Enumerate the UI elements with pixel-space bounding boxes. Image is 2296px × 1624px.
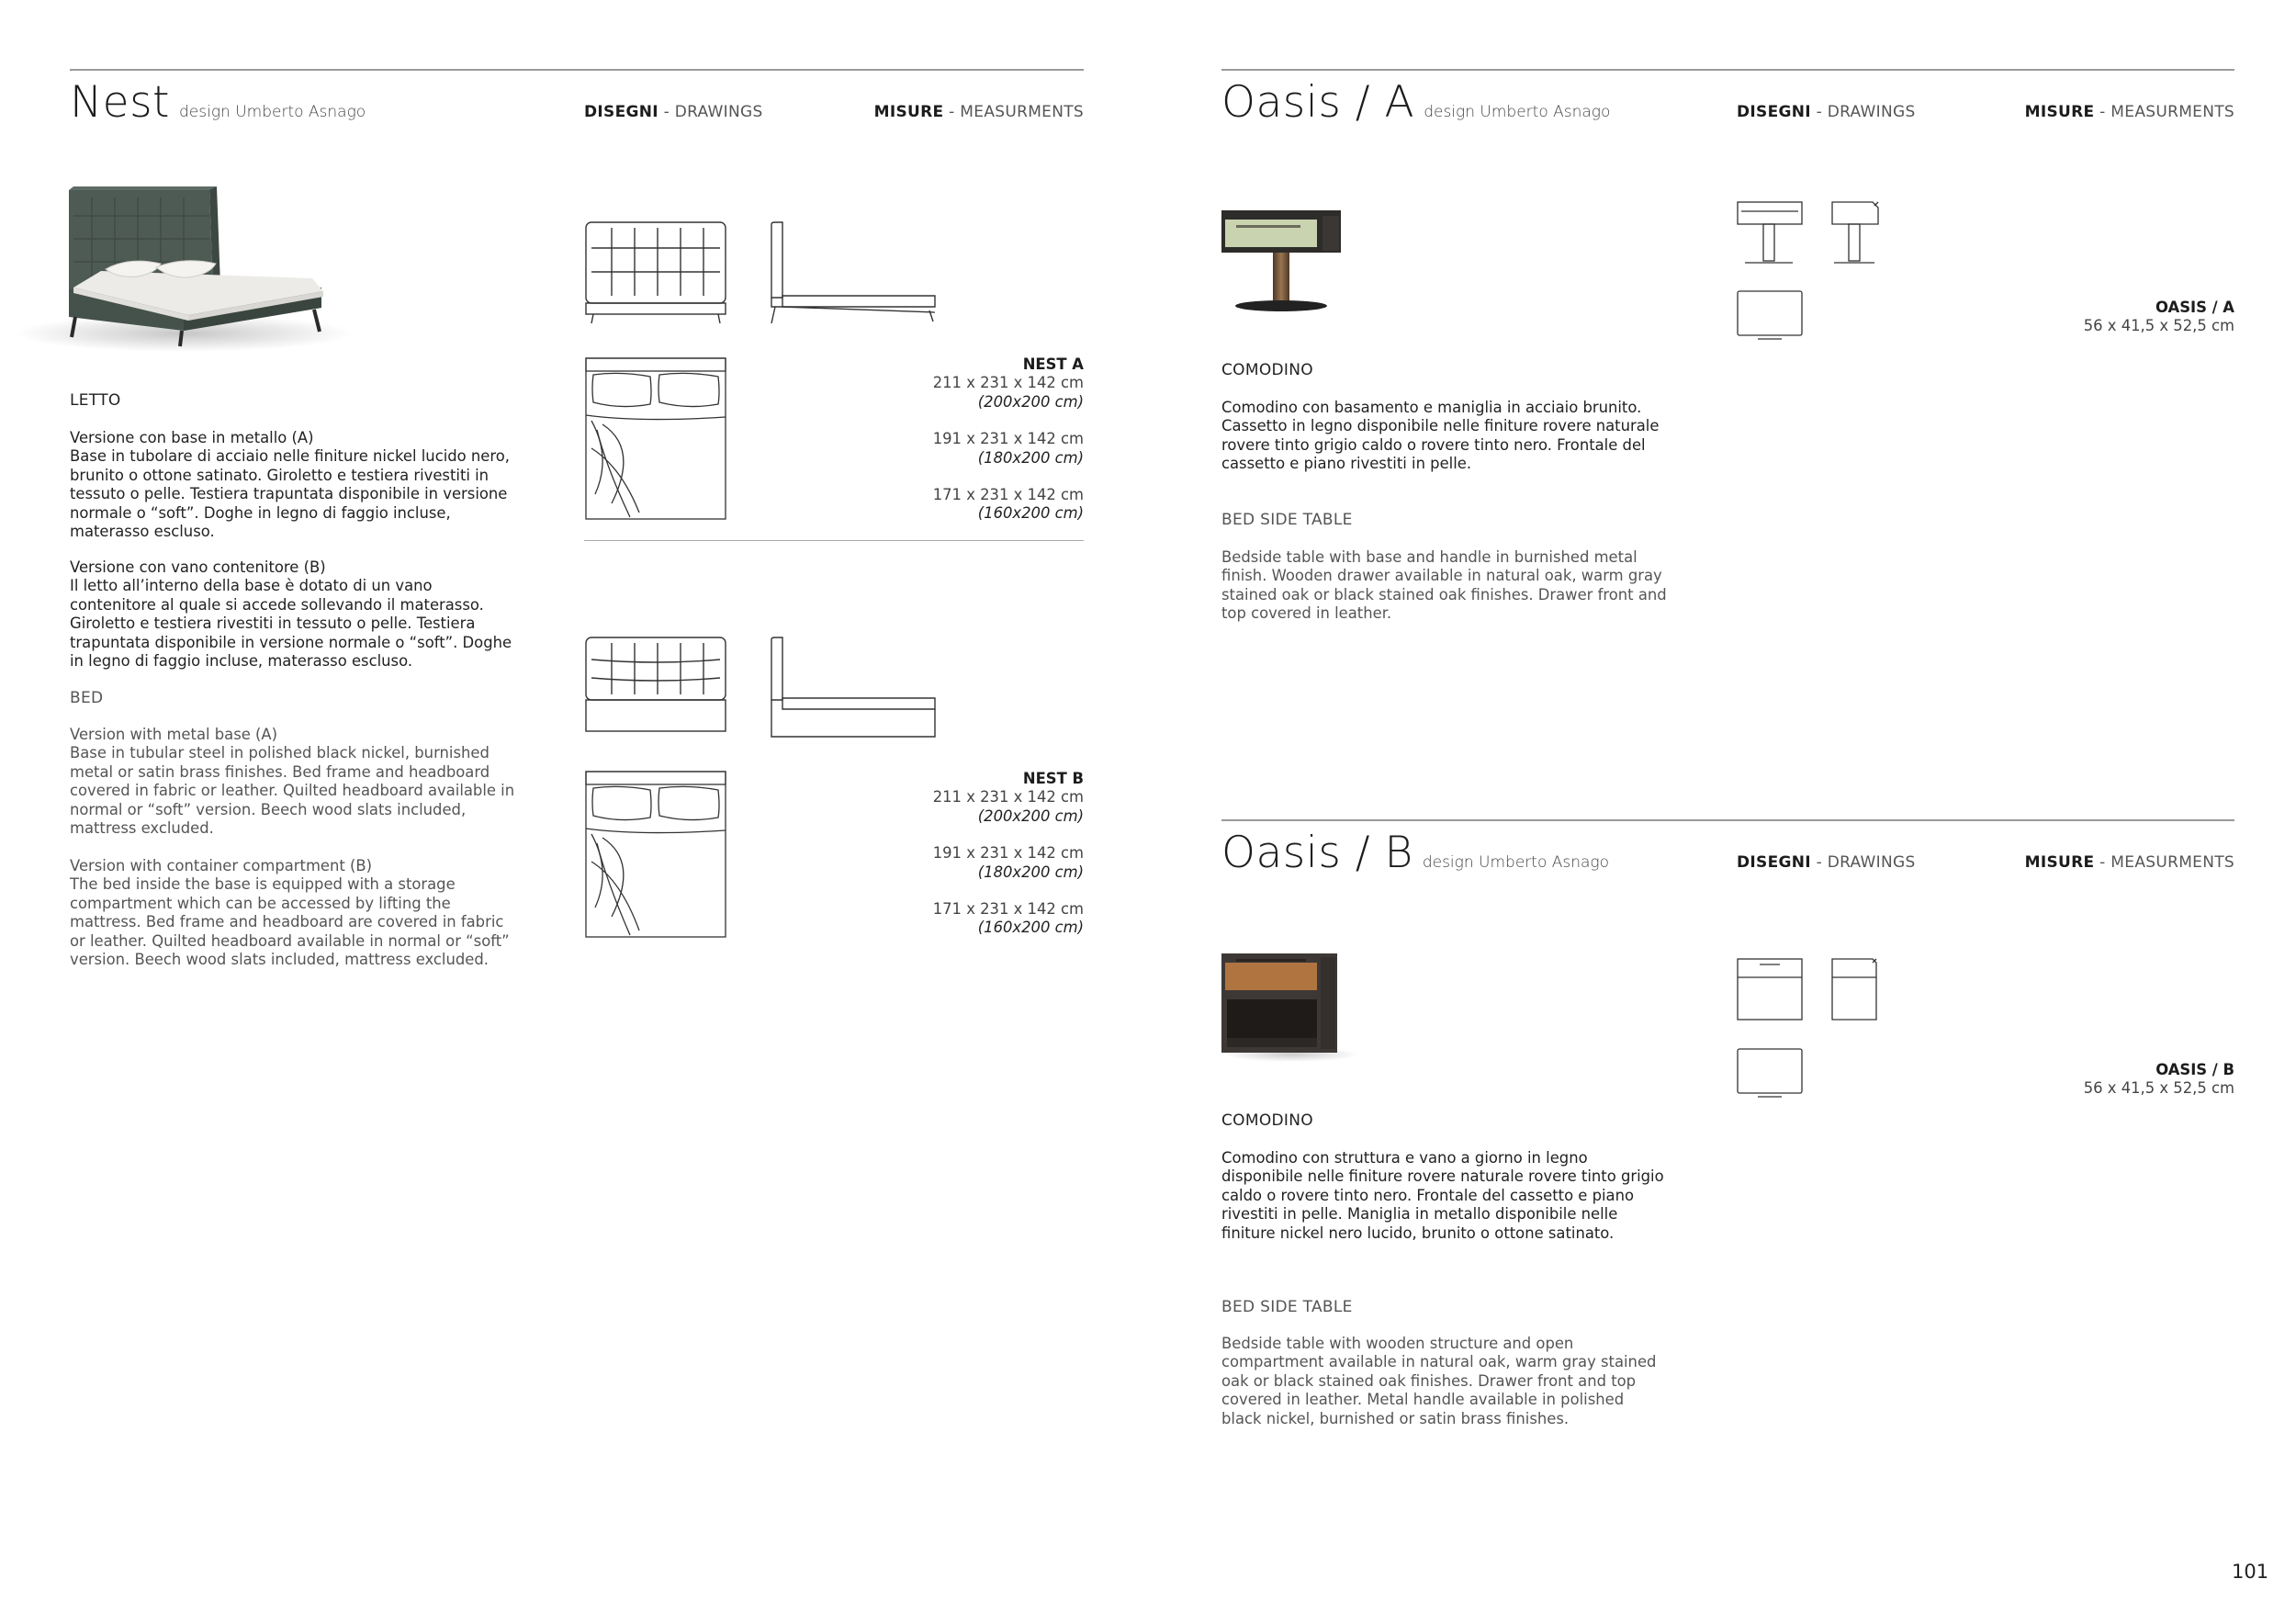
nest-en-version-b <box>70 857 515 969</box>
nest-a-mattress-3: (160x200 cm) <box>977 504 1084 523</box>
oasis-a-dim-value: 56 x 41,5 x 52,5 cm <box>2083 317 2234 335</box>
nest-en-a-title: Version with metal base (A) <box>70 726 278 743</box>
page-number: 101 <box>2232 1561 2269 1583</box>
nest-en-b-title: Version with container compartment (B) <box>70 857 373 874</box>
nest-b-mattress-1: (200x200 cm) <box>977 806 1084 825</box>
nest-it-b-title: Versione con vano contenitore (B) <box>70 558 326 576</box>
oasis-b-title-text: Oasis / B <box>1221 828 1413 878</box>
oasis-b-it-heading: COMODINO <box>1221 1111 1313 1130</box>
nest-b-mattress-3: (160x200 cm) <box>977 919 1084 937</box>
nest-measures-label: MISURE - MEASURMENTS <box>873 103 1084 121</box>
bed-photo <box>0 179 349 363</box>
oasis-a-measures-label: MISURE - MEASURMENTS <box>2024 103 2234 121</box>
nest-a-size-1: 211 x 231 x 142 cm <box>932 374 1084 392</box>
nest-title <box>70 77 366 128</box>
oasis-a-title-text: Oasis / A <box>1221 77 1415 128</box>
oasis-b-side-drawing <box>1830 957 1885 1026</box>
oasis-b-en-heading: BED SIDE TABLE <box>1221 1298 1353 1316</box>
nest-a-size-3: 171 x 231 x 142 cm <box>932 486 1084 504</box>
nest-letto-heading: LETTO <box>70 391 121 410</box>
oasis-b-dimensions <box>1959 1061 2234 1099</box>
oasis-b-plan-drawing <box>1736 1047 1809 1102</box>
nest-b-size-1: 211 x 231 x 142 cm <box>932 788 1084 806</box>
nest-title-text: Nest <box>70 77 170 128</box>
nest-en-b-body: The bed inside the base is equipped with a storage compartment which can be accessed by lifting the mattress. Bed frame and headboard are covered in fabric or leather. Quilted headboard available in normal or “soft” version. Beech wood slats included, mattress excluded. <box>70 875 510 969</box>
oasis-a-it-heading: COMODINO <box>1221 361 1313 379</box>
oasis-a-drawings-label: DISEGNI - DRAWINGS <box>1737 103 1916 121</box>
nest-it-a-title: Versione con base in metallo (A) <box>70 429 314 446</box>
oasis-b-it-body: Comodino con struttura e vano a giorno in legno disponibile nelle finiture rovere naturale rovere tinto grigio caldo o rovere tinto nero. Frontale del cassetto e piano rivestiti in pelle. Maniglia in metallo disponibile nelle finiture nickel nero lucido, brunito o ottone satinato. <box>1221 1149 1664 1242</box>
bedside-table-b-photo <box>1218 950 1365 1069</box>
nest-a-mattress-1: (200x200 cm) <box>977 392 1084 411</box>
bedside-table-a-photo <box>1220 207 1348 317</box>
nest-it-b-body: Il letto all’interno della base è dotato di un vano contenitore al quale si accede sollevando il materasso. Giroletto e testiera rivestiti in tessuto o pelle. Testiera trapuntata disponibile in versione normale o “soft”. Doghe in legno di faggio incluse, materasso escluso. <box>70 577 512 671</box>
oasis-b-dim-value: 56 x 41,5 x 52,5 cm <box>2083 1079 2234 1098</box>
nest-b-mattress-2: (180x200 cm) <box>977 863 1084 881</box>
oasis-a-dim-name: OASIS / A <box>2155 299 2234 316</box>
nest-top-rule <box>70 69 1084 71</box>
oasis-b-designer: design Umberto Asnago <box>1422 853 1610 872</box>
nest-a-side-drawing <box>770 220 944 326</box>
nest-b-front-drawing <box>584 636 731 741</box>
nest-en-version-a <box>70 726 515 838</box>
oasis-b-en-body: Bedside table with wooden structure and open compartment available in natural oak, warm gray stained oak or black stained oak finishes. Drawer front and top covered in leather. Metal handle available in polished black nickel, burnished or satin brass finishes. <box>1221 1335 1657 1427</box>
nest-b-side-drawing <box>770 636 944 741</box>
nest-a-size-2: 191 x 231 x 142 cm <box>932 430 1084 448</box>
oasis-b-measures-label: MISURE - MEASURMENTS <box>2024 853 2234 872</box>
nest-en-a-body: Base in tubular steel in polished black nickel, burnished metal or satin brass finishes. Bed frame and headboard covered in fabric or leather. Quilted headboard available in normal or “soft” version. Beech wood slats included, mattress excluded. <box>70 744 515 838</box>
oasis-b-title <box>1221 828 1609 878</box>
nest-b-plan-drawing <box>584 770 731 940</box>
nest-it-version-a <box>70 429 515 541</box>
oasis-a-plan-drawing <box>1736 289 1809 344</box>
nest-it-version-b <box>70 558 515 671</box>
oasis-b-drawings-label: DISEGNI - DRAWINGS <box>1737 853 1916 872</box>
oasis-a-en-heading: BED SIDE TABLE <box>1221 511 1353 529</box>
oasis-a-designer: design Umberto Asnago <box>1424 103 1611 121</box>
nest-bed-heading: BED <box>70 689 104 707</box>
nest-designer: design Umberto Asnago <box>179 103 366 121</box>
nest-b-size-3: 171 x 231 x 142 cm <box>932 900 1084 919</box>
oasis-a-top-rule <box>1221 69 2234 71</box>
oasis-a-side-drawing <box>1830 200 1885 269</box>
oasis-a-it-body: Comodino con basamento e maniglia in acciaio brunito. Cassetto in legno disponibile nelle finiture rovere naturale rovere tinto grigio caldo o rovere tinto nero. Frontale del cassetto e piano rivestiti in pelle. <box>1221 399 1660 473</box>
oasis-b-top-rule <box>1221 819 2234 821</box>
nest-a-front-drawing <box>584 220 731 326</box>
nest-b-size-2: 191 x 231 x 142 cm <box>932 844 1084 863</box>
oasis-b-dim-name: OASIS / B <box>2155 1061 2234 1078</box>
oasis-a-title <box>1221 77 1610 128</box>
oasis-a-front-drawing <box>1736 200 1809 269</box>
nest-it-a-body: Base in tubolare di acciaio nelle finiture nickel lucido nero, brunito o ottone satinato. Giroletto e testiera rivestiti in tessuto o pelle. Testiera trapuntata disponibile in versione normale o “soft”. Doghe in legno di faggio incluse, materasso escluso. <box>70 447 510 541</box>
nest-a-dimensions <box>808 355 1084 524</box>
nest-a-mattress-2: (180x200 cm) <box>977 448 1084 467</box>
oasis-a-dimensions <box>1959 299 2234 336</box>
nest-drawings-label: DISEGNI - DRAWINGS <box>584 103 763 121</box>
oasis-a-en-body: Bedside table with base and handle in burnished metal finish. Wooden drawer available in natural oak, warm gray stained oak or black stained oak finishes. Drawer front and top covered in leather. <box>1221 548 1667 623</box>
oasis-b-front-drawing <box>1736 957 1809 1026</box>
nest-b-name: NEST B <box>1022 770 1084 787</box>
nest-a-plan-drawing <box>584 356 731 522</box>
nest-a-divider <box>584 540 1084 541</box>
nest-b-dimensions <box>808 770 1084 938</box>
nest-a-name: NEST A <box>1022 355 1084 373</box>
